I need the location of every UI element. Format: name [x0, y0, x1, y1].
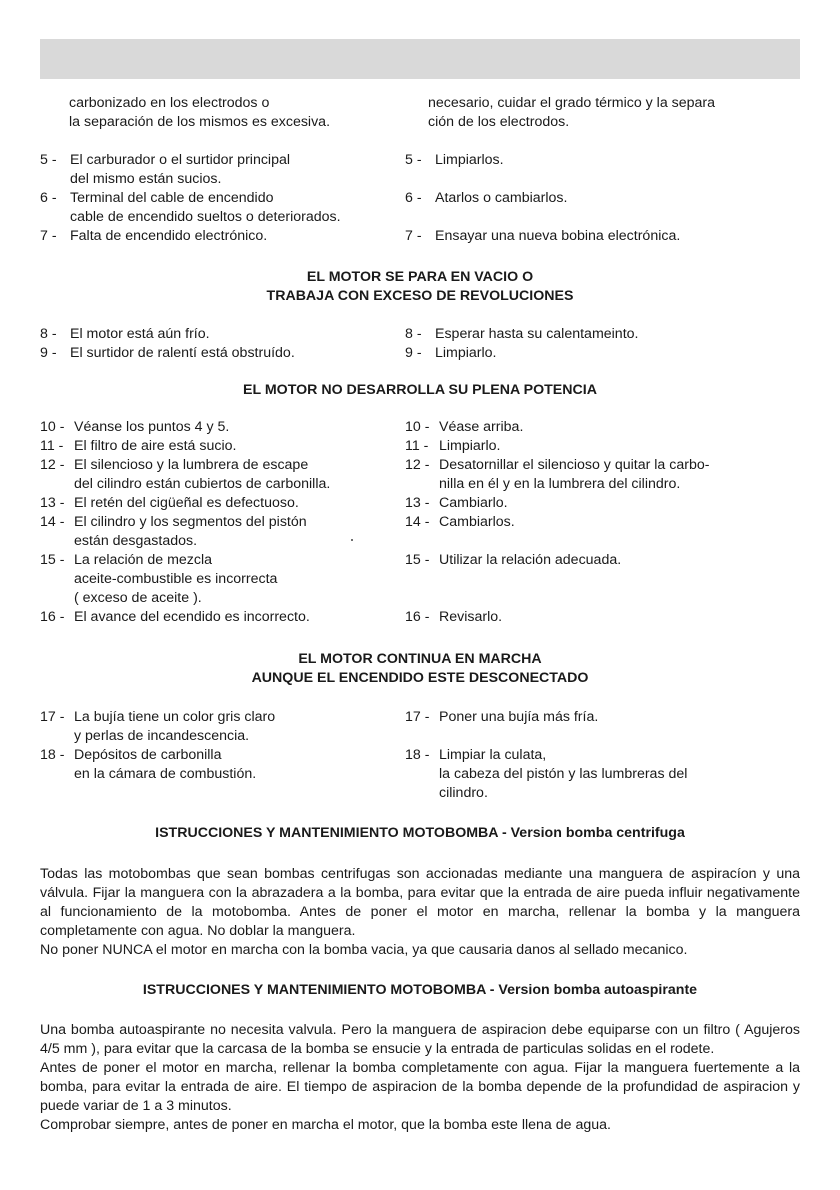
- item-line: del cilindro están cubiertos de carbonilla.: [74, 476, 331, 492]
- item-line: Limpiar la culata,: [439, 747, 547, 763]
- item-number: 15 -: [405, 552, 430, 568]
- item-number: 11 -: [40, 438, 64, 454]
- problem-item: [40, 746, 400, 784]
- item-line: Depósitos de carbonilla: [74, 747, 222, 763]
- item-number: 9 -: [405, 345, 422, 361]
- item-line: El silencioso y la lumbrera de escape: [74, 457, 309, 473]
- item-number: 10 -: [40, 419, 65, 435]
- continuation-left-line: la separación de los mismos es excesiva.: [69, 114, 331, 130]
- item-number: 9 -: [40, 345, 57, 361]
- problem-item: [40, 227, 400, 246]
- section-heading: ISTRUCCIONES Y MANTENIMIENTO MOTOBOMBA - Version bomba centrifuga: [155, 825, 685, 841]
- problems-column: [40, 418, 400, 627]
- item-number: 12 -: [405, 457, 430, 473]
- item-number: 11 -: [405, 438, 429, 454]
- item-text: El surtidor de ralentí está obstruído.: [70, 345, 295, 361]
- item-line: La bujía tiene un color gris claro: [74, 709, 276, 725]
- section-heading: [40, 268, 800, 306]
- item-text: [74, 746, 400, 784]
- item-text: [74, 551, 400, 608]
- item-line: aceite-combustible es incorrecta: [74, 571, 278, 587]
- problem-item: [40, 551, 400, 608]
- item-number: 6 -: [40, 190, 57, 206]
- item-number: 14 -: [405, 514, 430, 530]
- solution-item: [405, 708, 805, 746]
- item-number: 10 -: [405, 419, 430, 435]
- heading-line: TRABAJA CON EXCESO DE REVOLUCIONES: [266, 288, 574, 304]
- solution-item: [405, 513, 805, 551]
- item-number: 18 -: [405, 747, 430, 763]
- item-text: Limpiarlo.: [435, 345, 497, 361]
- item-text: Esperar hasta su calentameinto.: [435, 326, 639, 342]
- item-text: Limpiarlo.: [439, 438, 501, 454]
- item-number: 7 -: [405, 228, 422, 244]
- solutions-column: [405, 418, 805, 627]
- item-text: [74, 513, 400, 551]
- item-text: [70, 151, 400, 189]
- item-text: Cambiarlos.: [439, 514, 515, 530]
- stray-dot: [351, 539, 353, 541]
- problem-item: [40, 418, 400, 437]
- item-line: El cilindro y los segmentos del pistón: [74, 514, 307, 530]
- item-line: Desatornillar el silencioso y quitar la carbo-: [439, 457, 710, 473]
- solutions-column: [405, 325, 805, 363]
- problem-item: [40, 325, 400, 344]
- item-number: 13 -: [405, 495, 430, 511]
- item-text: Poner una bujía más fría.: [439, 709, 599, 725]
- item-number: 14 -: [40, 514, 65, 530]
- item-line: El carburador o el surtidor principal: [70, 152, 291, 168]
- item-line: nilla en él y en la lumbrera del cilindro.: [439, 476, 681, 492]
- solution-item: [405, 437, 805, 456]
- solution-item: [405, 456, 805, 494]
- solution-item: [405, 494, 805, 513]
- item-text: Limpiarlos.: [435, 152, 504, 168]
- solution-item: [405, 344, 805, 363]
- item-line: cilindro.: [439, 785, 488, 801]
- item-line: Terminal del cable de encendido: [70, 190, 274, 206]
- item-text: [70, 189, 400, 227]
- heading-line: AUNQUE EL ENCENDIDO ESTE DESCONECTADO: [251, 670, 589, 686]
- problem-item: [40, 494, 400, 513]
- item-number: 7 -: [40, 228, 57, 244]
- item-text: El retén del cigüeñal es defectuoso.: [74, 495, 299, 511]
- paragraph-text: Comprobar siempre, antes de poner en marcha el motor, que la bomba este llena de agua.: [40, 1117, 611, 1133]
- item-number: 16 -: [405, 609, 430, 625]
- paragraph-text: Una bomba autoaspirante no necesita valvula. Pero la manguera de aspiracion debe equiparse con un filtro ( Agujeros 4/5 mm ), para evitar que la carcasa de la bomba se ensucie y la entrada de particulas solidas en el rodete.: [40, 1022, 800, 1057]
- item-line: Falta de encendido electrónico.: [70, 228, 268, 244]
- item-text: [74, 708, 400, 746]
- item-text: [74, 456, 400, 494]
- item-number: 6 -: [405, 190, 422, 206]
- problem-item: [40, 151, 400, 189]
- item-line: ( exceso de aceite ).: [74, 590, 202, 606]
- section-heading: ISTRUCCIONES Y MANTENIMIENTO MOTOBOMBA - Version bomba autoaspirante: [142, 982, 698, 998]
- item-line: cable de encendido sueltos o deteriorados.: [70, 209, 341, 225]
- item-number: 18 -: [40, 747, 65, 763]
- solution-item: [405, 608, 805, 627]
- paragraph-text: Todas las motobombas que sean bombas centrifugas son accionadas mediante una manguera de aspiracíon y una válvula. Fijar la manguera con la abrazadera a la bomba, para evitar que la entrada de aire pueda influir negativamente al funcionamiento de la motobomba. Antes de poner el motor en marcha, rellenar la bomba y la manguera completamente con agua. No doblar la manguera.: [40, 866, 800, 939]
- problems-column: [40, 708, 400, 784]
- item-number: 13 -: [40, 495, 65, 511]
- item-number: 5 -: [405, 152, 422, 168]
- item-text: [439, 456, 805, 494]
- item-text: Cambiarlo.: [439, 495, 508, 511]
- solution-item: [405, 227, 805, 246]
- item-text: Véanse los puntos 4 y 5.: [74, 419, 230, 435]
- problem-item: [40, 456, 400, 494]
- item-number: 15 -: [40, 552, 65, 568]
- item-text: El avance del ecendido es incorrecto.: [74, 609, 310, 625]
- item-line: y perlas de incandescencia.: [74, 728, 250, 744]
- item-text: Véase arriba.: [439, 419, 524, 435]
- item-line: La relación de mezcla: [74, 552, 213, 568]
- problems-column: [40, 325, 400, 363]
- solution-item: [405, 746, 805, 803]
- item-number: 12 -: [40, 457, 65, 473]
- problem-item: [40, 513, 400, 551]
- item-line: están desgastados.: [74, 533, 198, 549]
- solutions-column: [405, 708, 805, 803]
- heading-line: EL MOTOR SE PARA EN VACIO O: [306, 269, 534, 285]
- continuation-left-line: carbonizado en los electrodos o: [69, 95, 270, 111]
- item-text: El motor está aún frío.: [70, 326, 210, 342]
- item-text: Revisarlo.: [439, 609, 503, 625]
- heading-line: EL MOTOR CONTINUA EN MARCHA: [298, 651, 542, 667]
- continuation-right: [428, 94, 828, 132]
- continuation-right-line: necesario, cuidar el grado térmico y la separa: [428, 95, 716, 111]
- item-number: 16 -: [40, 609, 65, 625]
- item-text: [70, 227, 400, 246]
- item-number: 17 -: [405, 709, 430, 725]
- item-number: 17 -: [40, 709, 65, 725]
- continuation-right-line: ción de los electrodos.: [428, 114, 570, 130]
- solutions-column: [405, 151, 805, 246]
- section-heading: EL MOTOR NO DESARROLLA SU PLENA POTENCIA: [243, 382, 597, 398]
- item-text: [439, 746, 805, 803]
- problem-item: [40, 608, 400, 627]
- paragraph-text: Antes de poner el motor en marcha, rellenar la bomba completamente con agua. Fijar la manguera fuertemente a la bomba, para evitar la entrada de aire. El tiempo de aspiracion de la bomba depende de la profundidad de aspiracion y puede variar de 1 a 3 minutos.: [40, 1060, 800, 1114]
- item-text: Utilizar la relación adecuada.: [439, 552, 622, 568]
- item-line: la cabeza del pistón y las lumbreras del: [439, 766, 688, 782]
- paragraph-autoaspirante: [40, 1021, 800, 1135]
- continuation-left: [69, 94, 429, 132]
- problem-item: [40, 189, 400, 227]
- item-number: 8 -: [405, 326, 422, 342]
- header-bar: [40, 39, 800, 79]
- item-number: 8 -: [40, 326, 57, 342]
- problem-item: [40, 437, 400, 456]
- section-heading: [40, 650, 800, 688]
- item-text: Ensayar una nueva bobina electrónica.: [435, 228, 681, 244]
- solution-item: [405, 189, 805, 227]
- solution-item: [405, 325, 805, 344]
- problem-item: [40, 344, 400, 363]
- paragraph-centrifuga: [40, 865, 800, 960]
- paragraph-text: No poner NUNCA el motor en marcha con la bomba vacia, ya que causaria danos al sellado mecanico.: [40, 942, 688, 958]
- item-line: del mismo están sucios.: [70, 171, 222, 187]
- solution-item: [405, 151, 805, 189]
- item-line: en la cámara de combustión.: [74, 766, 257, 782]
- problems-column: [40, 151, 400, 246]
- problem-item: [40, 708, 400, 746]
- solution-item: [405, 418, 805, 437]
- item-text: Atarlos o cambiarlos.: [435, 190, 568, 206]
- item-text: El filtro de aire está sucio.: [74, 438, 237, 454]
- solution-item: [405, 551, 805, 608]
- item-number: 5 -: [40, 152, 57, 168]
